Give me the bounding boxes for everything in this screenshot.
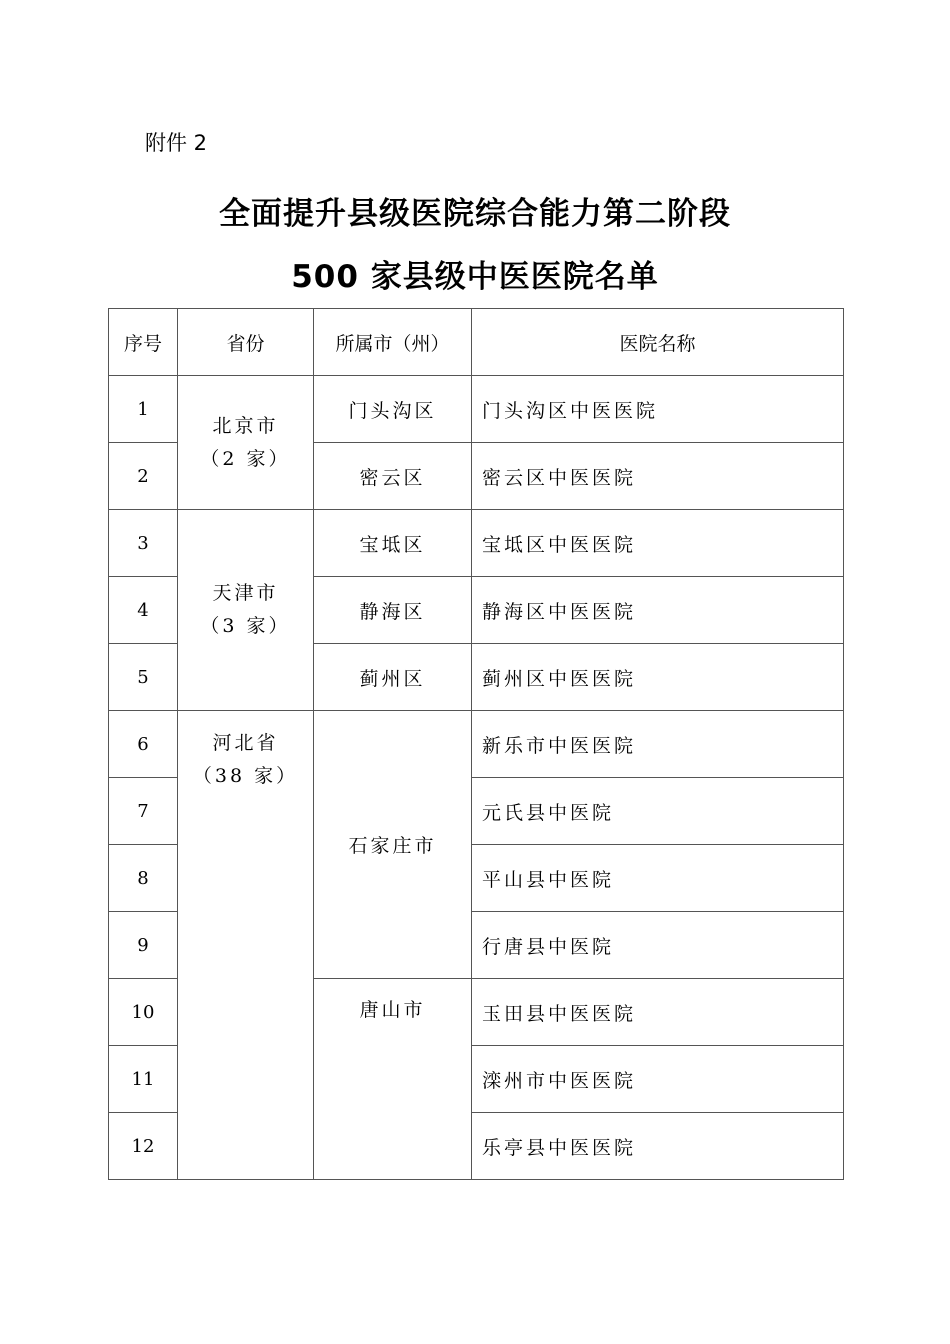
city-cell: 宝坻区 (314, 510, 472, 577)
row-index: 11 (109, 1046, 178, 1113)
hospital-name: 玉田县中医医院 (472, 979, 844, 1046)
province-name: 北京市 (212, 414, 279, 437)
row-index: 6 (109, 711, 178, 778)
province-count: （3 家） (200, 615, 291, 637)
row-index: 4 (109, 577, 178, 644)
hospital-name: 静海区中医医院 (472, 577, 844, 644)
row-index: 7 (109, 778, 178, 845)
hospital-table (108, 308, 844, 1180)
province-cell (178, 711, 314, 1180)
table-row (109, 376, 844, 443)
province-name: 河北省 (212, 732, 279, 754)
hospital-name: 门头沟区中医医院 (472, 376, 844, 443)
row-index: 10 (109, 979, 178, 1046)
city-cell: 静海区 (314, 577, 472, 644)
page-subtitle: 500 家县级中医医院名单 (291, 259, 659, 295)
hospital-name: 元氏县中医院 (472, 778, 844, 845)
row-index: 3 (109, 510, 178, 577)
hospital-name: 滦州市中医医院 (472, 1046, 844, 1113)
header-province: 省份 (178, 309, 314, 376)
city-cell: 石家庄市 (314, 711, 472, 979)
row-index: 2 (109, 443, 178, 510)
table-row (109, 510, 844, 577)
table-header-row (109, 309, 844, 376)
province-count: （38 家） (192, 765, 299, 787)
city-cell: 门头沟区 (314, 376, 472, 443)
row-index: 9 (109, 912, 178, 979)
province-name: 天津市 (212, 582, 279, 604)
header-city: 所属市（州） (314, 309, 472, 376)
city-cell: 唐山市 (314, 979, 472, 1180)
province-cell (178, 510, 314, 711)
hospital-name: 蓟州区中医医院 (472, 644, 844, 711)
hospital-name: 平山县中医院 (472, 845, 844, 912)
hospital-name: 乐亭县中医医院 (472, 1113, 844, 1180)
attachment-label: 附件 2 (145, 131, 208, 155)
hospital-name: 新乐市中医医院 (472, 711, 844, 778)
hospital-name: 密云区中医医院 (472, 443, 844, 510)
hospital-name: 行唐县中医院 (472, 912, 844, 979)
row-index: 5 (109, 644, 178, 711)
table-row (109, 711, 844, 778)
header-index: 序号 (109, 309, 178, 376)
row-index: 8 (109, 845, 178, 912)
header-hospital-name: 医院名称 (472, 309, 844, 376)
province-count: （2 家） (200, 447, 291, 470)
province-cell (178, 376, 314, 510)
row-index: 1 (109, 376, 178, 443)
hospital-name: 宝坻区中医医院 (472, 510, 844, 577)
city-cell: 密云区 (314, 443, 472, 510)
row-index: 12 (109, 1113, 178, 1180)
page-title: 全面提升县级医院综合能力第二阶段 (219, 196, 731, 232)
city-cell: 蓟州区 (314, 644, 472, 711)
